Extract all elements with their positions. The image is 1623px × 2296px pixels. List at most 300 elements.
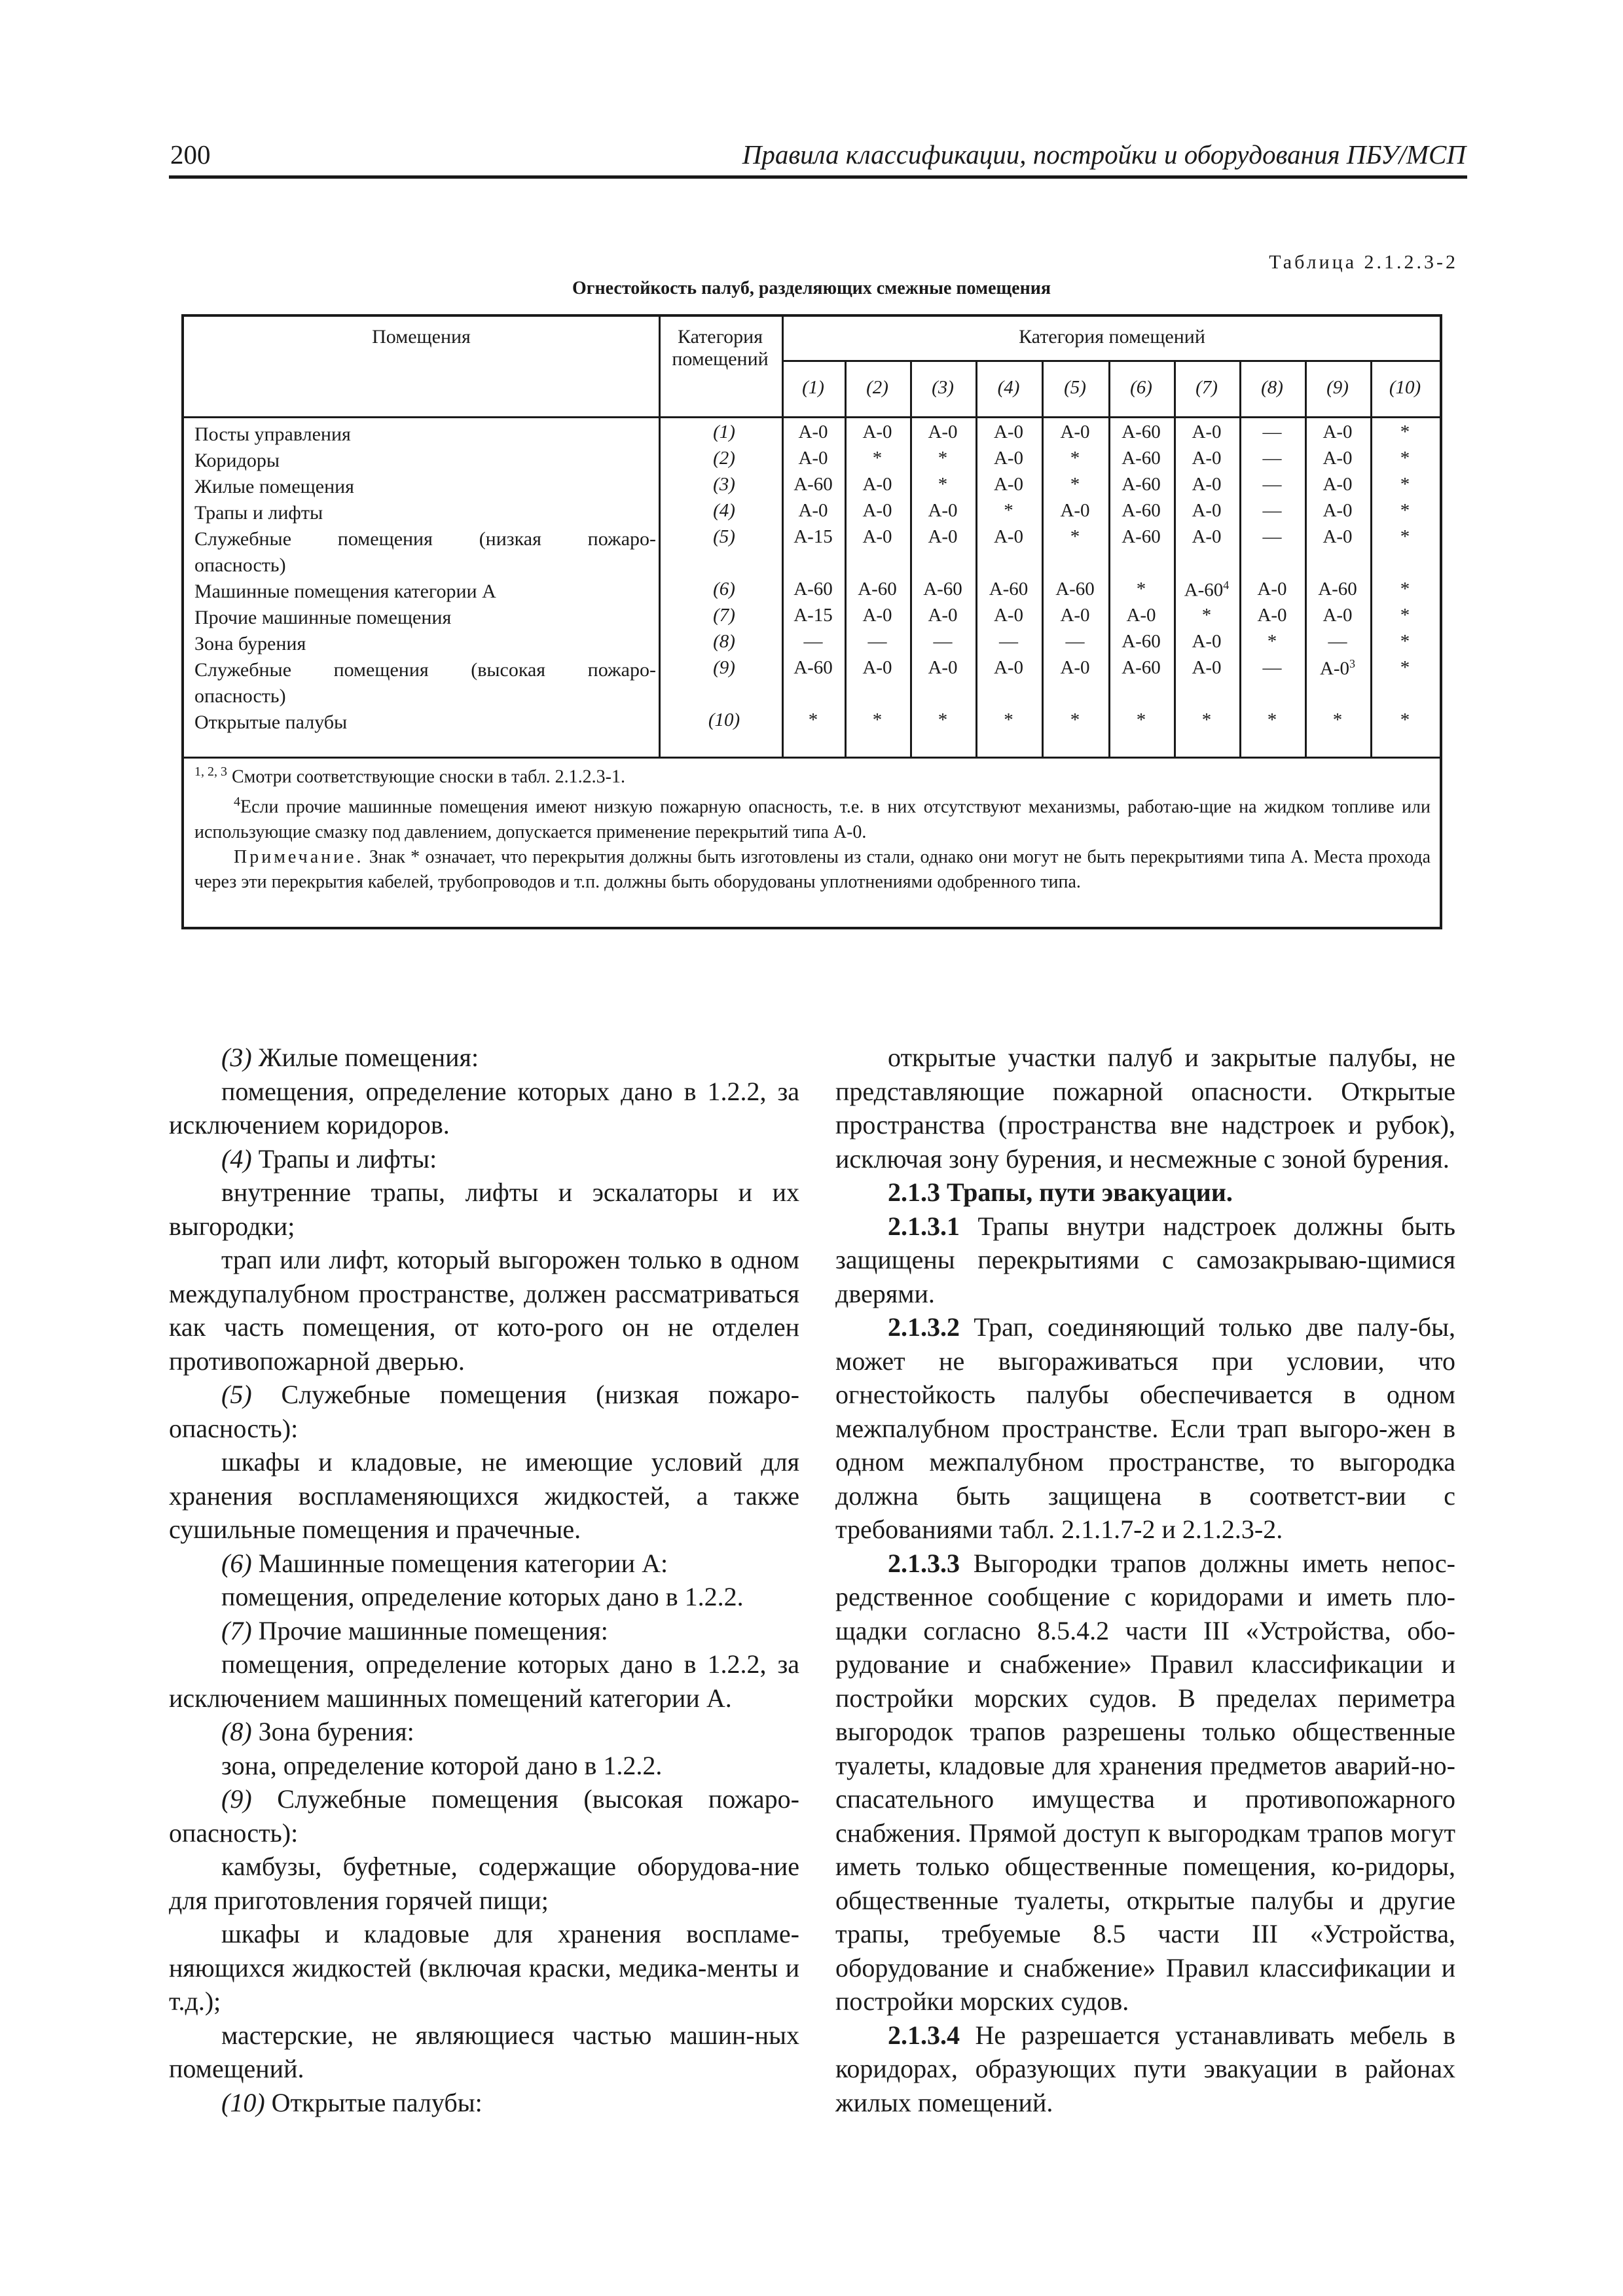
- cell-value: —: [1262, 422, 1282, 442]
- room-name: [194, 474, 656, 500]
- cell-value: *: [1004, 709, 1013, 730]
- cell-value: *: [1400, 709, 1410, 730]
- table-divider: [976, 360, 977, 757]
- table-cell: [1174, 631, 1239, 653]
- table-cell: [910, 422, 976, 443]
- note-3: [194, 845, 1431, 895]
- cell-value: —: [933, 631, 953, 652]
- table-cell: [1370, 631, 1440, 653]
- table-cell: [1174, 474, 1239, 495]
- table-cell: [1305, 500, 1370, 522]
- table-cell: [1239, 422, 1305, 443]
- row-category: (5): [713, 526, 735, 547]
- table-cell: [1174, 709, 1239, 731]
- table-cell: [1108, 422, 1174, 443]
- cell-value: A-60: [1122, 526, 1161, 547]
- table-divider: [659, 317, 661, 757]
- cell-value: A-0: [862, 605, 892, 626]
- room-name-line: Зона бурения: [194, 633, 306, 655]
- table-cell: [845, 448, 910, 469]
- note-2-text: Если прочие машинные помещения имеют низкую пожарную опасность, т.е. в них отсутствуют механизмы, работаю-щие на жидком топливе или использующие смазку под давлением, допускается применение перекрытий типа А-0.: [194, 797, 1431, 842]
- cell-value: A-0: [993, 605, 1024, 626]
- paragraph: открытые участки палуб и закрытые палубы, не представляющие пожарной опасности. Открытые пространства (пространства вне надстроек и рубок), исключая зону бурения, и несмежные с зоной бурения.: [835, 1043, 1455, 1174]
- cell-value: A-0: [1192, 631, 1222, 652]
- table-cell: [976, 422, 1042, 443]
- cell-value: A-0: [1322, 448, 1353, 469]
- clause-number: 2.1.3.2: [888, 1312, 960, 1342]
- table-cell: [782, 605, 845, 626]
- table-divider: [782, 360, 1440, 362]
- paragraph: шкафы и кладовые для хранения воспламе-няющихся жидкостей (включая краски, медика-менты и т.д.);: [169, 1919, 799, 2016]
- cell-value: A-0: [1257, 579, 1287, 600]
- cell-value: —: [1262, 526, 1282, 547]
- cell-value: *: [1201, 709, 1212, 730]
- cell-value: A-0: [862, 474, 892, 495]
- note-1-superscript: 1, 2, 3: [194, 764, 227, 779]
- table-label: Таблица 2.1.2.3-2: [1269, 251, 1458, 273]
- room-name-line: Прочие машинные помещения: [194, 607, 452, 628]
- table-cell: [845, 579, 910, 600]
- table-cell: [782, 631, 845, 653]
- room-name-line: Машинные помещения категории А: [194, 581, 496, 602]
- cell-value: A-0: [993, 657, 1024, 678]
- cell-value: *: [1201, 605, 1212, 626]
- cell-value: A-60: [989, 579, 1029, 600]
- cell-value: A-0: [993, 422, 1024, 442]
- cell-value: A-0: [798, 422, 828, 442]
- cell-value: *: [1400, 448, 1410, 469]
- cell-value: A-0: [993, 474, 1024, 495]
- paragraph: [835, 1310, 1455, 1547]
- cell-value: A-0: [1126, 605, 1156, 626]
- cell-value: A-60: [1122, 474, 1161, 495]
- cell-value: A-15: [793, 605, 833, 626]
- paragraph: [169, 1715, 799, 1749]
- table-cell: [1370, 526, 1440, 548]
- cell-value: *: [1332, 709, 1343, 730]
- cell-value: *: [1070, 474, 1080, 495]
- cell-value: A-0: [1192, 422, 1222, 442]
- table-cell: [910, 448, 976, 469]
- left-column: [169, 1041, 799, 2119]
- table-cell: [1305, 474, 1370, 495]
- table-cell: [1042, 474, 1108, 495]
- table-cell: [1108, 579, 1174, 600]
- header-category-line1: Категория: [678, 326, 763, 348]
- row-category: (3): [713, 474, 735, 495]
- footnote-marker: 4: [1223, 579, 1230, 592]
- table-divider: [1239, 360, 1241, 757]
- room-name: [194, 579, 656, 605]
- cell-value: A-0: [798, 448, 828, 469]
- table-cell: [976, 500, 1042, 522]
- table-cell: [782, 657, 845, 679]
- cell-value: *: [1400, 579, 1410, 600]
- right-column: [835, 1041, 1455, 2119]
- header-category: [659, 326, 782, 370]
- cell-value: A-60: [1122, 657, 1161, 678]
- table-cell: [1239, 709, 1305, 731]
- cell-value: A-0: [1192, 448, 1222, 469]
- table-cell: [845, 526, 910, 548]
- cell-value: *: [938, 709, 948, 730]
- note-3-text: Знак * означает, что перекрытия должны быть изготовлены из стали, однако они могут не быть перекрытиями типа А. Места прохода через эти перекрытия кабелей, трубопроводов и т.п. должны быть оборудованы уплотнениями одобренного типа.: [194, 846, 1431, 892]
- table-cell: [1370, 448, 1440, 469]
- room-name-line: Открытые палубы: [194, 711, 348, 733]
- column-number: (6): [1130, 377, 1152, 398]
- table-cell: [845, 605, 910, 626]
- cell-value: A-0: [928, 500, 958, 521]
- cell-value: —: [1262, 500, 1282, 521]
- column-number: (4): [997, 377, 1020, 398]
- table-cell: [845, 474, 910, 495]
- cell-value: A-60: [1055, 579, 1095, 600]
- table-cell: [782, 709, 845, 731]
- room-name-line: опасность): [194, 554, 286, 576]
- table-divider: [1108, 360, 1110, 757]
- cell-value: A-0: [1060, 605, 1090, 626]
- cell-value: *: [1400, 631, 1410, 652]
- row-category: (4): [713, 500, 735, 521]
- row-category: (9): [713, 657, 735, 678]
- table-cell: [1370, 500, 1440, 522]
- room-name: [194, 605, 656, 631]
- clause-text: Выгородки трапов должны иметь непос-редственное сообщение с коридорами и иметь пло-щадки согласно 8.5.4.2 части III «Устройства, обо-рудование и снабжение» Правил классификации и постройки морских судов. В пределах периметра выгородок трапов разрешены только общественные туалеты, кладовые для хранения предметов аварий-но-спасательного имущества и противопожарного снабжения. Прямой доступ к выгородкам трапов могут иметь только общественные помещения, ко-ридоры, общественные туалеты, открытые палубы и другие трапы, требуемые 8.5 части III «Устройства, оборудование и снабжение» Правил классификации и постройки морских судов.: [835, 1548, 1455, 2016]
- table-cell: [1042, 526, 1108, 548]
- note-2-superscript: 4: [234, 795, 240, 810]
- note-3-label: Примечание.: [234, 846, 364, 867]
- table-cell: [1239, 579, 1305, 600]
- column-number: (8): [1261, 377, 1283, 398]
- clause-number: 2.1.3.1: [888, 1211, 960, 1241]
- cell-value: A-60: [1122, 631, 1161, 652]
- table-cell: [1239, 500, 1305, 522]
- table-cell: [782, 526, 845, 548]
- cell-value: A-0: [1319, 658, 1350, 679]
- table-cell: [1174, 579, 1239, 601]
- cell-value: —: [867, 631, 887, 652]
- table-cell: [1239, 448, 1305, 469]
- cell-value: A-0: [862, 500, 892, 521]
- table-cell: [910, 709, 976, 731]
- clause-number: 2.1.3.4: [888, 2020, 960, 2050]
- cell-value: *: [1400, 474, 1410, 495]
- paragraph: [169, 1782, 799, 1850]
- cell-value: —: [1065, 631, 1085, 652]
- cell-value: —: [1262, 448, 1282, 469]
- cell-value: A-0: [928, 605, 958, 626]
- cell-value: *: [1400, 422, 1410, 442]
- cell-value: A-0: [1060, 500, 1090, 521]
- table-divider: [184, 757, 1440, 759]
- item-number: (6): [221, 1548, 252, 1578]
- table-cell: [845, 657, 910, 679]
- cell-value: *: [938, 448, 948, 469]
- cell-value: A-60: [858, 579, 897, 600]
- cell-value: A-0: [1322, 500, 1353, 521]
- column-number: (10): [1389, 377, 1421, 398]
- cell-value: *: [808, 709, 818, 730]
- item-number: (9): [221, 1784, 252, 1814]
- table-cell: [1370, 657, 1440, 679]
- clause-number: 2.1.3.3: [888, 1548, 960, 1578]
- table-cell: [1370, 579, 1440, 600]
- table-cell: [1305, 526, 1370, 548]
- table-cell: [1305, 605, 1370, 626]
- room-name-line: Трапы и лифты: [194, 502, 323, 524]
- paragraph: зона, определение которой дано в 1.2.2.: [221, 1750, 663, 1780]
- table-cell: [910, 657, 976, 679]
- table-cell: [1108, 657, 1174, 679]
- paragraph: [169, 1378, 799, 1445]
- cell-value: —: [1262, 657, 1282, 678]
- cell-value: *: [1136, 709, 1146, 730]
- cell-value: A-0: [862, 422, 892, 442]
- item-number: (4): [221, 1143, 252, 1174]
- room-name: [194, 657, 656, 709]
- paragraph: [169, 2086, 799, 2120]
- paragraph: [835, 1210, 1455, 1311]
- table-cell: [910, 526, 976, 548]
- running-title: Правила классификации, постройки и оборудования ПБУ/МСП: [742, 139, 1466, 170]
- row-category: (6): [713, 579, 735, 600]
- paragraph: [169, 1614, 799, 1648]
- table-cell: [910, 579, 976, 600]
- clause-text: Трап, соединяющий только две палу-бы, может не выгораживаться при условии, что огнестойкость палубы обеспечивается в одном межпалубном пространстве. Если трап выгоро-жен в одном межпалубном пространстве, то выгородка должна быть защищена в соответст-вии с требованиями табл. 2.1.1.7-2 и 2.1.2.3-2.: [835, 1312, 1455, 1544]
- table-cell: [1174, 526, 1239, 548]
- item-title: Зона бурения:: [251, 1717, 414, 1746]
- item-title: Жилые помещения:: [251, 1043, 479, 1072]
- table-divider: [910, 360, 912, 757]
- table-cell: [845, 500, 910, 522]
- table-cell: [976, 657, 1042, 679]
- table-cell: [976, 474, 1042, 495]
- table-cell: [976, 631, 1042, 653]
- column-number: (2): [866, 377, 888, 398]
- table-cell: [1305, 579, 1370, 600]
- room-name-line: Служебные помещения (низкая пожаро-: [194, 528, 656, 550]
- cell-value: A-0: [928, 657, 958, 678]
- room-name: [194, 526, 656, 579]
- table-cell: [1042, 500, 1108, 522]
- cell-value: A-0: [1322, 526, 1353, 547]
- table-cell: [1042, 631, 1108, 653]
- table-cell: [845, 709, 910, 731]
- cell-value: A-60: [1122, 448, 1161, 469]
- cell-value: A-0: [1060, 422, 1090, 442]
- table-cell: [1174, 448, 1239, 469]
- cell-value: A-0: [1192, 474, 1222, 495]
- cell-value: A-60: [793, 657, 833, 678]
- paragraph: [169, 1547, 799, 1581]
- cell-value: A-60: [793, 579, 833, 600]
- table-cell: [1370, 605, 1440, 626]
- row-category: (1): [713, 422, 735, 442]
- cell-value: A-0: [928, 422, 958, 442]
- cell-value: A-0: [993, 526, 1024, 547]
- table-cell: [1305, 657, 1370, 680]
- table-divider: [184, 416, 1440, 418]
- row-category: (10): [708, 709, 740, 730]
- note-1-text: Смотри соответствующие сноски в табл. 2.1.2.3-1.: [232, 766, 625, 787]
- room-name: [194, 500, 656, 526]
- clause-text: Трапы внутри надстроек должны быть защищены перекрытиями с самозакрываю-щимися дверями.: [835, 1211, 1455, 1308]
- table-cell: [1108, 526, 1174, 548]
- table-cell: [845, 422, 910, 443]
- header-rooms: Помещения: [372, 326, 471, 348]
- paragraph: мастерские, не являющиеся частью машин-ных помещений.: [169, 2020, 799, 2083]
- paragraph: [835, 1547, 1455, 2018]
- room-name-line: Посты управления: [194, 423, 351, 445]
- cell-value: A-60: [1318, 579, 1357, 600]
- table-cell: [910, 605, 976, 626]
- paragraph: внутренние трапы, лифты и эскалаторы и их выгородки;: [169, 1177, 799, 1241]
- item-number: (5): [221, 1380, 252, 1409]
- paragraph: [835, 2018, 1455, 2120]
- paragraph: [169, 1142, 799, 1176]
- cell-value: A-0: [798, 500, 828, 521]
- cell-value: A-60: [1184, 579, 1224, 601]
- table-cell: [1174, 657, 1239, 679]
- item-title: Машинные помещения категории А:: [251, 1548, 668, 1578]
- table-cell: [976, 709, 1042, 731]
- cell-value: —: [999, 631, 1018, 652]
- cell-value: *: [1400, 657, 1410, 678]
- cell-value: A-60: [1122, 422, 1161, 442]
- table-cell: [1305, 709, 1370, 731]
- cell-value: *: [1400, 605, 1410, 626]
- cell-value: *: [872, 709, 883, 730]
- cell-value: —: [1262, 474, 1282, 495]
- cell-value: A-0: [1192, 500, 1222, 521]
- cell-value: A-0: [1060, 657, 1090, 678]
- table-cell: [1042, 657, 1108, 679]
- paragraph: помещения, определение которых дано в 1.2.2.: [221, 1582, 744, 1611]
- column-number: (3): [932, 377, 954, 398]
- cell-value: *: [1070, 526, 1080, 547]
- room-name: [194, 422, 656, 448]
- column-number: (7): [1195, 377, 1218, 398]
- header-categories: Категория помещений: [1019, 326, 1205, 348]
- table-cell: [1370, 709, 1440, 731]
- table-cell: [1239, 657, 1305, 679]
- table-divider: [1042, 360, 1044, 757]
- row-category: (8): [713, 631, 735, 652]
- table-cell: [1239, 474, 1305, 495]
- cell-value: *: [1267, 709, 1277, 730]
- table-cell: [1174, 422, 1239, 443]
- cell-value: A-60: [793, 474, 833, 495]
- cell-value: *: [1267, 631, 1277, 652]
- item-number: (8): [221, 1717, 252, 1746]
- paragraph: [169, 1041, 799, 1075]
- item-title: Открытые палубы:: [264, 2087, 483, 2117]
- fire-resistance-table: [181, 314, 1442, 929]
- cell-value: —: [1328, 631, 1347, 652]
- header-rule: [169, 175, 1467, 179]
- paragraph: камбузы, буфетные, содержащие оборудова-ние для приготовления горячей пищи;: [169, 1852, 799, 1915]
- table-cell: [1042, 605, 1108, 626]
- page-number: 200: [170, 139, 211, 170]
- table-cell: [1042, 579, 1108, 600]
- cell-value: A-0: [862, 526, 892, 547]
- table-cell: [1174, 605, 1239, 626]
- cell-value: A-0: [1322, 474, 1353, 495]
- note-1: [194, 759, 1431, 789]
- row-category: (2): [713, 448, 735, 469]
- table-cell: [1108, 605, 1174, 626]
- table-cell: [782, 579, 845, 600]
- table-cell: [976, 526, 1042, 548]
- table-cell: [910, 631, 976, 653]
- table-cell: [845, 631, 910, 653]
- paragraph: шкафы и кладовые, не имеющие условий для хранения воспламеняющихся жидкостей, а также сушильные помещения и прачечные.: [169, 1447, 799, 1544]
- paragraph: помещения, определение которых дано в 1.2.2, за исключением коридоров.: [169, 1076, 799, 1139]
- footnote-marker: 3: [1349, 657, 1356, 670]
- table-cell: [1042, 709, 1108, 731]
- table-divider: [1370, 360, 1372, 757]
- paragraph: помещения, определение которых дано в 1.2.2, за исключением машинных помещений категории А.: [169, 1649, 799, 1713]
- cell-value: A-0: [1322, 605, 1353, 626]
- cell-value: A-60: [1122, 500, 1161, 521]
- table-notes: [194, 759, 1431, 895]
- row-category: (7): [713, 605, 735, 626]
- item-number: (10): [221, 2087, 265, 2117]
- cell-value: *: [1070, 448, 1080, 469]
- table-cell: [1305, 631, 1370, 653]
- cell-value: A-0: [1257, 605, 1287, 626]
- cell-value: A-0: [1192, 657, 1222, 678]
- table-cell: [1239, 631, 1305, 653]
- clause-text: Не разрешается устанавливать мебель в коридорах, образующих пути эвакуации в районах жилых помещений.: [835, 2020, 1455, 2117]
- item-number: (7): [221, 1615, 252, 1645]
- table-cell: [1370, 422, 1440, 443]
- table-cell: [782, 448, 845, 469]
- table-cell: [910, 474, 976, 495]
- table-cell: [1108, 631, 1174, 653]
- column-number: (9): [1326, 377, 1349, 398]
- table-cell: [782, 474, 845, 495]
- table-cell: [1108, 474, 1174, 495]
- table-cell: [1239, 526, 1305, 548]
- cell-value: *: [1004, 500, 1013, 521]
- room-name-line: Служебные помещения (высокая пожаро-: [194, 659, 656, 681]
- section-heading: 2.1.3 Трапы, пути эвакуации.: [888, 1177, 1233, 1207]
- item-title: Служебные помещения (высокая пожаро-опасность):: [169, 1784, 799, 1848]
- cell-value: *: [872, 448, 883, 469]
- table-cell: [1042, 448, 1108, 469]
- table-cell: [910, 500, 976, 522]
- table-cell: [1305, 448, 1370, 469]
- table-cell: [976, 605, 1042, 626]
- cell-value: A-0: [1192, 526, 1222, 547]
- cell-value: A-60: [923, 579, 962, 600]
- room-name-line: опасность): [194, 685, 286, 707]
- table-cell: [1174, 500, 1239, 522]
- room-name: [194, 631, 656, 657]
- column-number: (1): [802, 377, 824, 398]
- header-category-line2: помещений: [672, 348, 769, 370]
- room-name: [194, 448, 656, 474]
- cell-value: *: [1400, 500, 1410, 521]
- cell-value: *: [1070, 709, 1080, 730]
- paragraph: трап или лифт, который выгорожен только в одном междупалубном пространстве, должен рассматриваться как часть помещения, от кото-рого он не отделен противопожарной дверью.: [169, 1245, 799, 1376]
- cell-value: A-0: [1322, 422, 1353, 442]
- table-cell: [1042, 422, 1108, 443]
- table-caption: Огнестойкость палуб, разделяющих смежные помещения: [572, 278, 1051, 298]
- room-name-line: Жилые помещения: [194, 476, 354, 497]
- cell-value: A-15: [793, 526, 833, 547]
